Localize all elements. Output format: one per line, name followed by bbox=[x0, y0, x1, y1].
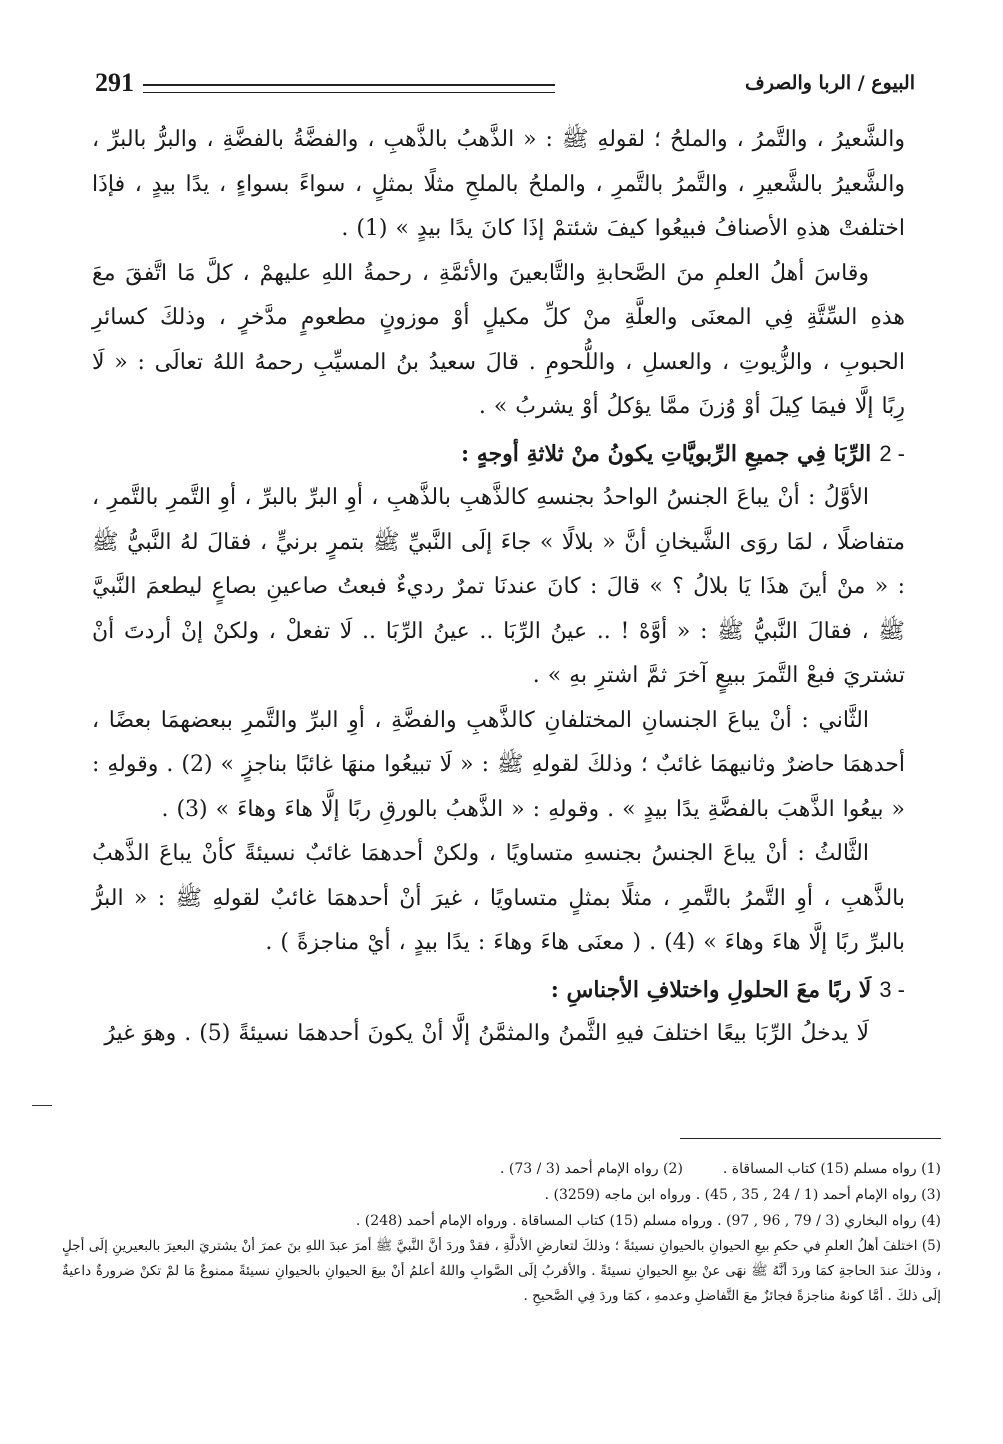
section-number: 2 - bbox=[879, 440, 905, 466]
section-title: لَا ربًا معَ الحلولِ واختلافِ الأجناسِ : bbox=[550, 976, 872, 1003]
footnote-3: (3) رواه الإمام أحمد (1 / 24 , 35 , 45) . ورواه ابن ماجه (3259) . bbox=[544, 1187, 941, 1203]
paragraph-hadith-six-items: والشَّعيرُ ، والتَّمرُ ، والملحُ ؛ لقولهِ ﷺ : « الذَّهبُ بالذَّهبِ ، والفضَّةُ بالفضَّةِ ، والبرُّ بالبرِّ ، والشَّعيرُ بالشَّعيرِ ، والتَّمرُ بالتَّمرِ ، والملحُ بالملحِ مثلًا بمثلٍ ، سواءً بسواءٍ ، يدًا بيدٍ ، فإذَا اختلفتْ هذهِ الأصنافُ فبيعُوا كيفَ شئتمْ إذَا كانَ يدًا بيدٍ » (1) . bbox=[92, 127, 905, 241]
paragraph-no-riba: لَا يدخلُ الرِّبَا بيعًا اختلفَ فيهِ الثَّمنُ والمثمَّنُ إلَّا أنْ يكونَ أحدهمَا نسيئةً (5) . وهوَ غيرُ bbox=[104, 1021, 869, 1046]
paragraph-first-aspect: الأوَّلُ : أنْ يباعَ الجنسُ الواحدُ بجنسهِ كالذَّهبِ بالذَّهبِ ، أوِ البرِّ بالبرِّ ، أوِ التَّمرِ بالتَّمرِ ، متفاضلًا ، لمَا روَى الشَّيخانِ أنَّ « بلالًا » جاءَ إلَى النَّبيِّ ﷺ بتمرٍ برنيٍّ ، فقالَ لهُ النَّبيُّ ﷺ : « منْ أينَ هذَا يَا بلالُ ؟ » قالَ : كانَ عندنَا تمرٌ رديءٌ فبعتُ صاعينِ بصاعٍ ليطعمَ النَّبيَّ ﷺ ، فقالَ النَّبيُّ ﷺ : « أوَّهْ ! .. عينُ الرِّبَا .. عينُ الرِّبَا .. لَا تفعلْ ، ولكنْ إنْ أردتَ أنْ تشتريَ فبعْ التَّمرَ ببيعٍ آخرَ ثمَّ اشترِ بهِ » . bbox=[92, 485, 905, 688]
footnote-2: (2) رواه الإمام أحمد (3 / 73) . bbox=[500, 1161, 683, 1177]
footnote-separator bbox=[680, 1138, 941, 1139]
section-number: 3 - bbox=[879, 976, 905, 1002]
footnote-row bbox=[62, 1156, 941, 1182]
footnote-4: (4) رواه البخاري (3 / 79 , 96 , 97) . ورواه مسلم (15) كتاب المساقاة . ورواه الإمام أحمد (248) . bbox=[355, 1213, 941, 1229]
footnote-5: (5) اختلفَ أهلُ العلمِ في حكمِ بيعِ الحيوانِ بالحيوانِ نسيئةً ؛ وذلكَ لتعارضِ الأدلَّةِ ، فقدْ وردَ أنَّ النَّبيَّ ﷺ أمرَ عبدَ اللهِ بنَ عمرَ أنْ يشتريَ البعيرَ بالبعيرينِ إلَى أجلٍ ، وذلكَ عندَ الحاجةِ كمَا وردَ أنَّهُ ﷺ نهَى عنْ بيعِ الحيوانِ نسيئةً . والأقربُ إلَى الصَّوابِ واللهُ أعلمُ أنْ بيعَ الحيوانِ بالحيوانِ نسيئةً ممنوعٌ مَا لمْ تكنْ ضرورةٌ داعيةٌ إلَى ذلكَ . أمَّا كونهُ مناجزةً فجائزٌ معَ التَّفاضلِ وعدمهِ ، كمَا وردَ فِي الصَّحيحِ . bbox=[62, 1238, 941, 1304]
header-rule bbox=[143, 84, 555, 93]
running-header bbox=[95, 66, 915, 100]
section-heading-3 bbox=[92, 968, 905, 1013]
section-title: الرِّبَا فِي جميعِ الرِّبويَّاتِ يكونُ منْ ثلاثةِ أوجهٍ : bbox=[461, 440, 872, 467]
section-heading-2 bbox=[92, 432, 905, 477]
running-title: البيوع / الربا والصرف bbox=[745, 72, 915, 94]
paragraph-analogy: وقاسَ أهلُ العلمِ منَ الصَّحابةِ والتَّابعينَ والأئمَّةِ ، رحمةُ اللهِ عليهمْ ، كلَّ مَا اتَّفقَ معَ هذهِ السِّتَّةِ فِي المعنَى والعلَّةِ منْ كلِّ مكيلٍ أوْ موزونٍ مطعومٍ مدَّخرٍ ، وذلكَ كسائرِ الحبوبِ ، والزُّيوتِ ، والعسلِ ، واللُّحومِ . قالَ سعيدُ بنُ المسيِّبِ رحمهُ اللهُ تعالَى : « لَا رِبًا إلَّا فيمَا كِيلَ أوْ وُزنَ ممَّا يؤكلُ أوْ يشربُ » . bbox=[92, 260, 905, 419]
margin-mark bbox=[32, 1105, 52, 1106]
footnote-1: (1) رواه مسلم (15) كتاب المساقاة . bbox=[722, 1161, 941, 1177]
paragraph-second-aspect: الثَّاني : أنْ يباعَ الجنسانِ المختلفانِ كالذَّهبِ والفضَّةِ ، أوِ البرِّ والتَّمرِ ببعضهمَا بعضًا ، أحدهمَا حاضرٌ وثانيهمَا غائبٌ ؛ وذلكَ لقولهِ ﷺ : « لَا تبيعُوا منهَا غائبًا بناجزٍ » (2) . وقولهِ : « بيعُوا الذَّهبَ بالفضَّةِ يدًا بيدٍ » . وقولهِ : « الذَّهبُ بالورقِ ربًا إلَّا هاءَ وهاءَ » (3) . bbox=[91, 707, 905, 822]
paragraph-third-aspect: الثَّالثُ : أنْ يباعَ الجنسُ بجنسهِ متساويًا ، ولكنْ أحدهمَا غائبٌ نسيئةً كأنْ يباعَ الذَّهبُ بالذَّهبِ ، أوِ التَّمرُ بالتَّمرِ ، مثلًا بمثلٍ متساويًا ، غيرَ أنْ أحدهمَا غائبٌ لقولهِ ﷺ : « البرُّ بالبرِّ ربًا إلَّا هاءَ وهاءَ » (4) . ( معنَى هاءَ وهاءَ : يدًا بيدٍ ، أيْ مناجزةً ) . bbox=[92, 841, 905, 955]
main-text bbox=[92, 118, 905, 1057]
page-number: 291 bbox=[95, 68, 134, 97]
footnotes bbox=[62, 1156, 941, 1309]
